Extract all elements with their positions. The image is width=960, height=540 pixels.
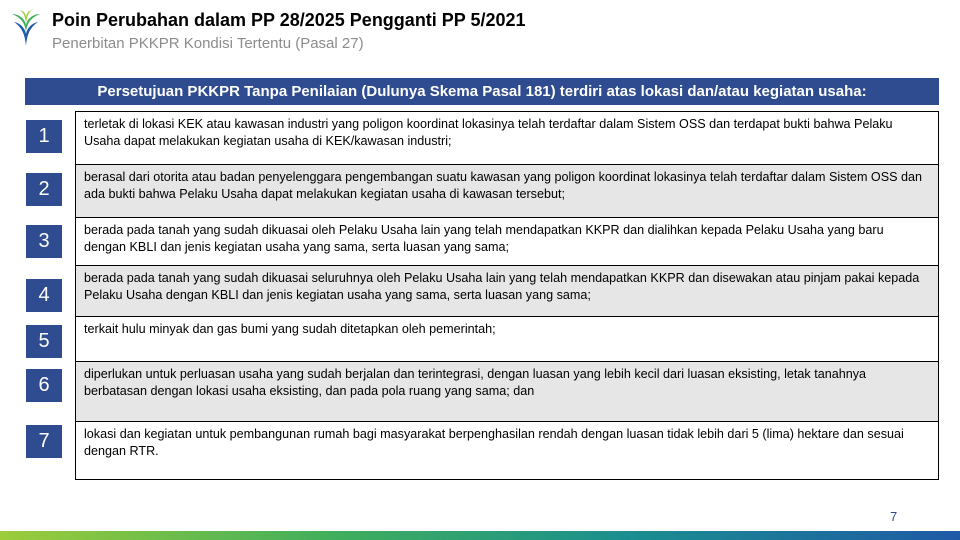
table-heading: Persetujuan PKKPR Tanpa Penilaian (Dulunya Skema Pasal 181) terdiri atas lokasi dan/atau kegiatan usaha:: [25, 78, 939, 105]
row-number-6: 6: [26, 369, 62, 402]
row-number-2: 2: [26, 173, 62, 206]
institution-logo: [6, 8, 46, 48]
row-text-7: lokasi dan kegiatan untuk pembangunan rumah bagi masyarakat berpenghasilan rendah dengan luasan tidak lebih dari 5 (lima) hektare dan sesuai dengan RTR.: [84, 427, 904, 458]
row-text-4: berada pada tanah yang sudah dikuasai seluruhnya oleh Pelaku Usaha lain yang telah mendapatkan KKPR dan disewakan atau pinjam pakai kepada Pelaku Usaha dengan KBLI dan jenis kegiatan usaha yang sama, serta luasan yang sama;: [84, 271, 920, 302]
row-text-5: terkait hulu minyak dan gas bumi yang sudah ditetapkan oleh pemerintah;: [84, 322, 496, 336]
table-row: [76, 316, 938, 361]
row-number-1: 1: [26, 120, 62, 153]
page-number: 7: [890, 509, 898, 524]
table-row: [76, 421, 938, 479]
table-row: [76, 164, 938, 217]
table-row: [76, 217, 938, 265]
row-number-4: 4: [26, 279, 62, 312]
row-number-3: 3: [26, 225, 62, 258]
row-text-1: terletak di lokasi KEK atau kawasan industri yang poligon koordinat lokasinya telah terdaftar dalam Sistem OSS dan terdapat bukti bahwa Pelaku Usaha dapat melakukan kegiatan usaha di KEK/kawasan industri;: [84, 117, 893, 148]
table-row: [76, 361, 938, 421]
row-number-7: 7: [26, 425, 62, 458]
row-text-3: berada pada tanah yang sudah dikuasai oleh Pelaku Usaha lain yang telah mendapatkan KKPR dan dialihkan kepada Pelaku Usaha yang baru dengan KBLI dan jenis kegiatan usaha yang sama, serta luasan yang sama;: [84, 223, 884, 254]
row-number-5: 5: [26, 325, 62, 358]
table-row: [76, 265, 938, 316]
table-row: [76, 112, 938, 164]
row-text-6: diperlukan untuk perluasan usaha yang sudah berjalan dan terintegrasi, dengan luasan yang lebih kecil dari luasan eksisting, letak tanahnya berbatasan dengan lokasi usaha eksisting, dan pada pola ruang yang sama; dan: [84, 367, 867, 398]
row-text-2: berasal dari otorita atau badan penyelenggara pengembangan suatu kawasan yang poligon koordinat lokasinya telah terdaftar dalam Sistem OSS dan ada bukti bahwa Pelaku Usaha dapat melakukan kegiatan usaha di kawasan tersebut;: [84, 170, 923, 201]
page-subtitle: Penerbitan PKKPR Kondisi Tertentu (Pasal 27): [52, 35, 364, 52]
footer-gradient-bar: [0, 531, 960, 540]
page-title: Poin Perubahan dalam PP 28/2025 Pengganti PP 5/2021: [52, 10, 526, 30]
conditions-table: [75, 111, 939, 480]
